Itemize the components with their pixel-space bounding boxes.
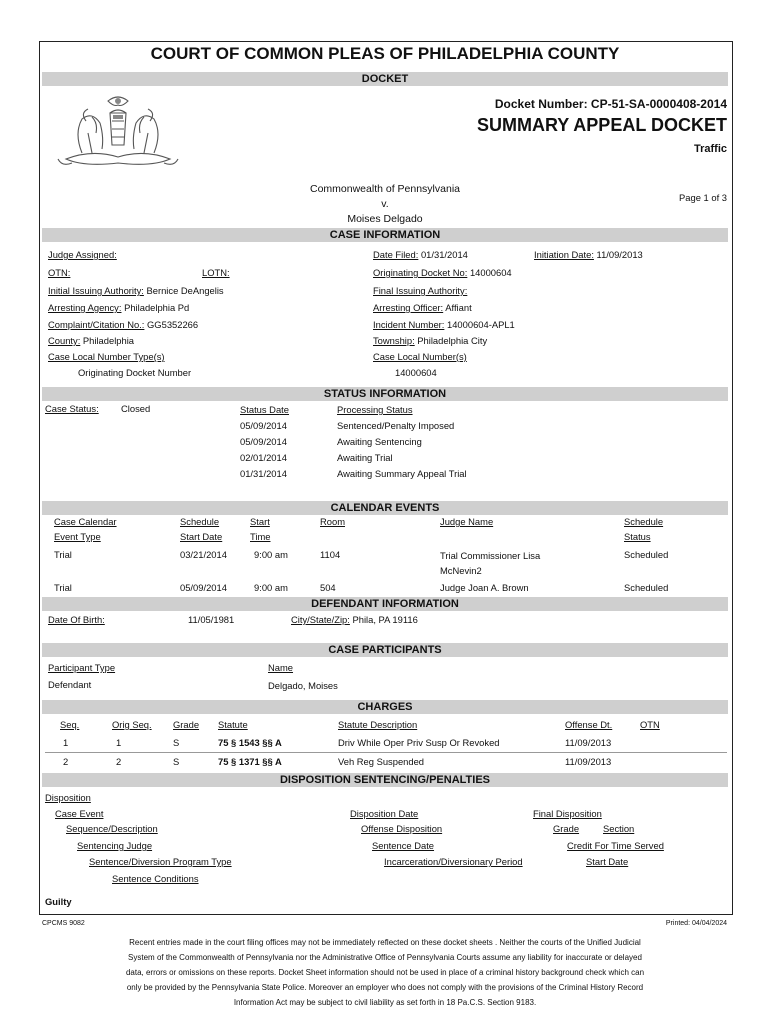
calendar-room: 504 xyxy=(320,582,336,593)
calendar-status: Scheduled xyxy=(624,582,669,593)
calendar-event-type: Trial xyxy=(54,549,72,560)
city-state-zip: Phila, PA 19116 xyxy=(352,614,418,625)
charge-statute: 75 § 1371 §§ A xyxy=(218,756,282,767)
disclaimer-line: Recent entries made in the court filing offices may not be immediately reflected on these docket sheets . Neither the courts of the Unified Judicial xyxy=(129,938,641,947)
initiation-date-label: Initiation Date: xyxy=(534,249,594,260)
local-number-label: Case Local Number(s) xyxy=(373,351,467,362)
originating-docket-label: Originating Docket No: xyxy=(373,267,468,278)
calendar-time: 9:00 am xyxy=(254,549,288,560)
county-label: County: xyxy=(48,335,81,346)
local-number-type: Originating Docket Number xyxy=(78,367,192,378)
schedule-date-header: Schedule xyxy=(180,516,220,527)
participant-name: Delgado, Moises xyxy=(268,680,338,691)
credit-time-served-label: Credit For Time Served xyxy=(567,840,664,851)
case-event-label: Case Event xyxy=(55,808,104,819)
processing-status: Sentenced/Penalty Imposed xyxy=(337,420,455,431)
caption-defendant: Moises Delgado xyxy=(347,213,423,225)
processing-status: Awaiting Summary Appeal Trial xyxy=(337,468,467,479)
disposition-date-label: Disposition Date xyxy=(350,808,419,819)
disclaimer-line: System of the Commonwealth of Pennsylvania nor the Administrative Office of Pennsylvania Courts assume any liability for inaccurate or delayed xyxy=(128,953,642,962)
case-status: Closed xyxy=(121,403,151,414)
calendar-room: 1104 xyxy=(320,549,341,560)
disclaimer-line: Information Act may be subject to civil liability as set forth in 18 Pa.C.S. Section 9183. xyxy=(233,998,537,1007)
status-date: 01/31/2014 xyxy=(240,468,287,479)
case-participants-header: CASE PARTICIPANTS xyxy=(42,643,728,657)
case-category: Traffic xyxy=(693,143,727,155)
charge-seq: 2 xyxy=(63,756,69,767)
charge-orig-seq: 2 xyxy=(116,756,122,767)
judge-name-header: Judge Name xyxy=(440,516,494,527)
processing-status: Awaiting Trial xyxy=(337,452,393,463)
participant-type-header: Participant Type xyxy=(48,662,116,673)
charge-grade: S xyxy=(173,737,180,748)
processing-status: Awaiting Sentencing xyxy=(337,436,422,447)
charge-grade: S xyxy=(173,756,180,767)
case-information-header: CASE INFORMATION xyxy=(42,228,728,242)
disclaimer-line: data, errors or omissions on these reports. Docket Sheet information should not be used in place of a criminal history background check which can xyxy=(125,968,645,977)
program-type-label: Sentence/Diversion Program Type xyxy=(89,856,232,867)
defendant-information-header: DEFENDANT INFORMATION xyxy=(42,597,728,611)
calendar-date: 05/09/2014 xyxy=(180,582,227,593)
calendar-event-type: Trial xyxy=(54,582,72,593)
sequence-description-label: Sequence/Description xyxy=(66,823,158,834)
local-number: 14000604 xyxy=(395,367,437,378)
calendar-event-header: Case Calendar xyxy=(54,516,117,527)
disclaimer-line: only be provided by the Pennsylvania State Police. Moreover an employer who does not comply with the provisions of the Criminal History Record xyxy=(126,983,644,992)
charges-header: CHARGES xyxy=(42,700,728,714)
local-number-type-label: Case Local Number Type(s) xyxy=(48,351,165,362)
date-of-birth: 11/05/1981 xyxy=(188,614,235,625)
sentence-date-label: Sentence Date xyxy=(372,840,435,851)
docket-bar: DOCKET xyxy=(42,72,728,86)
status-date: 05/09/2014 xyxy=(240,436,287,447)
otn-label: OTN: xyxy=(48,267,71,278)
incident-number: 14000604-APL1 xyxy=(447,319,515,330)
calendar-status: Scheduled xyxy=(624,549,669,560)
township-label: Township: xyxy=(373,335,415,346)
sentencing-judge-label: Sentencing Judge xyxy=(77,840,153,851)
date-filed: 01/31/2014 xyxy=(420,249,468,260)
case-status-label: Case Status: xyxy=(45,403,99,414)
offense-date-header: Offense Dt. xyxy=(565,719,613,730)
final-authority-label: Final Issuing Authority: xyxy=(373,285,468,296)
docket-type: SUMMARY APPEAL DOCKET xyxy=(476,115,727,135)
disposition-section-label: Section xyxy=(603,823,635,834)
schedule-status-header: Schedule xyxy=(624,516,664,527)
room-header: Room xyxy=(320,516,346,527)
schedule-date-header: Start Date xyxy=(180,531,223,542)
status-information-header: STATUS INFORMATION xyxy=(42,387,728,401)
township: Philadelphia City xyxy=(417,335,488,346)
calendar-events-header: CALENDAR EVENTS xyxy=(42,501,728,515)
form-id: CPCMS 9082 xyxy=(42,920,85,927)
city-state-zip-label: City/State/Zip: xyxy=(291,614,350,625)
sentence-conditions-label: Sentence Conditions xyxy=(112,873,199,884)
incarceration-period-label: Incarceration/Diversionary Period xyxy=(384,856,523,867)
status-date-header: Status Date xyxy=(240,404,289,415)
disposition-result: Guilty xyxy=(45,896,72,907)
statute-header: Statute xyxy=(218,719,248,730)
offense-disposition-label: Offense Disposition xyxy=(361,823,443,834)
initial-authority: Bernice DeAngelis xyxy=(146,285,224,296)
caption-versus: v. xyxy=(381,198,389,210)
charge-offense-date: 11/09/2013 xyxy=(565,756,612,767)
disposition-label: Disposition xyxy=(45,792,91,803)
court-title: COURT OF COMMON PLEAS OF PHILADELPHIA COUNTY xyxy=(150,44,620,63)
originating-docket: 14000604 xyxy=(469,267,512,278)
charge-orig-seq: 1 xyxy=(116,737,122,748)
charge-description: Driv While Oper Priv Susp Or Revoked xyxy=(338,737,500,748)
grade-header: Grade xyxy=(173,719,200,730)
docket-number: Docket Number: CP-51-SA-0000408-2014 xyxy=(494,97,727,111)
dob-label: Date Of Birth: xyxy=(48,614,105,625)
statute-description-header: Statute Description xyxy=(338,719,418,730)
calendar-date: 03/21/2014 xyxy=(180,549,227,560)
calendar-judge: Judge Joan A. Brown xyxy=(440,582,529,593)
lotn-label: LOTN: xyxy=(202,267,230,278)
calendar-event-header: Event Type xyxy=(54,531,101,542)
page-label: Page 1 of 3 xyxy=(679,192,727,203)
processing-status-header: Processing Status xyxy=(337,404,413,415)
complaint-label: Complaint/Citation No.: xyxy=(48,319,145,330)
start-time-header: Time xyxy=(250,531,271,542)
pennsylvania-seal-icon xyxy=(52,93,184,173)
printed-date: Printed: 04/04/2024 xyxy=(665,920,727,927)
arresting-officer-label: Arresting Officer: xyxy=(373,302,444,313)
final-disposition-label: Final Disposition xyxy=(533,808,602,819)
county: Philadelphia xyxy=(82,335,135,346)
charge-divider xyxy=(45,752,727,753)
otn-header: OTN xyxy=(640,719,660,730)
status-date: 05/09/2014 xyxy=(240,420,287,431)
calendar-time: 9:00 am xyxy=(254,582,288,593)
initial-authority-label: Initial Issuing Authority: xyxy=(48,285,144,296)
participant-name-header: Name xyxy=(268,662,294,673)
judge-assigned-label: Judge Assigned: xyxy=(48,249,117,260)
seq-header: Seq. xyxy=(60,719,80,730)
disposition-grade-label: Grade xyxy=(553,823,580,834)
schedule-status-header: Status xyxy=(624,531,651,542)
arresting-agency-label: Arresting Agency: xyxy=(48,302,122,313)
start-time-header: Start xyxy=(250,516,270,527)
disposition-header: DISPOSITION SENTENCING/PENALTIES xyxy=(42,773,728,787)
charge-offense-date: 11/09/2013 xyxy=(565,737,612,748)
charge-statute: 75 § 1543 §§ A xyxy=(218,737,282,748)
arresting-officer: Affiant xyxy=(445,302,472,313)
initiation-date: 11/09/2013 xyxy=(596,249,643,260)
calendar-judge: Trial Commissioner Lisa xyxy=(440,550,541,561)
date-filed-label: Date Filed: xyxy=(373,249,419,260)
charge-seq: 1 xyxy=(63,737,69,748)
caption-plaintiff: Commonwealth of Pennsylvania xyxy=(310,183,460,195)
incident-label: Incident Number: xyxy=(373,319,445,330)
arresting-agency: Philadelphia Pd xyxy=(124,302,190,313)
complaint-number: GG5352266 xyxy=(147,319,199,330)
status-date: 02/01/2014 xyxy=(240,452,287,463)
start-date-label: Start Date xyxy=(586,856,629,867)
charge-description: Veh Reg Suspended xyxy=(338,756,425,767)
calendar-judge: McNevin2 xyxy=(440,565,482,576)
orig-seq-header: Orig Seq. xyxy=(112,719,152,730)
participant-type: Defendant xyxy=(48,679,92,690)
